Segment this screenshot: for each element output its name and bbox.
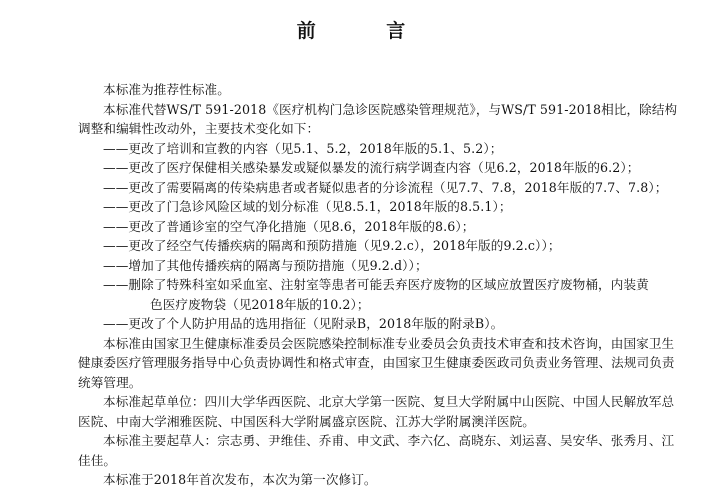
change-item: ——更改了需要隔离的传染病患者或者疑似患者的分诊流程（见7.7、7.8，2018年版的7.7、7.8）； [103, 179, 668, 195]
paragraph-review: 本标准由国家卫生健康标准委员会医院感染控制标准专业委员会负责技术审查和技术咨询，由国家卫生健康委医疗管理服务指导中心负责协调性和格式审查，由国家卫生健康委医政司负责业务管理、法规司负责统筹管理。 [78, 335, 675, 390]
paragraph-replaces: 本标准代替WS/T 591-2018《医疗机构门急诊医院感染管理规范》，与WS/T 591-2018相比，除结构调整和编辑性改动外，主要技术变化如下： [78, 101, 678, 136]
paragraph-standard-type: 本标准为推荐性标准。 [103, 82, 230, 97]
change-item: ——更改了培训和宣教的内容（见5.1、5.2，2018年版的5.1、5.2）； [103, 140, 503, 156]
change-item-line2: 色医疗废物袋（见2018年版的10.2）； [150, 296, 370, 312]
change-item: ——增加了其他传播疾病的隔离与预防措施（见9.2.d））； [103, 257, 428, 273]
change-item: ——更改了门急诊风险区域的划分标准（见8.5.1，2018年版的8.5.1）； [103, 199, 512, 214]
paragraph-drafting-units: 本标准起草单位：四川大学华西医院、北京大学第一医院、复旦大学附属中山医院、中国人民解放军总医院、中南大学湘雅医院、中国医科大学附属盛京医院、江苏大学附属澳洋医院。 [78, 394, 675, 429]
paragraph-revision-history: 本标准于2018年首次发布，本次为第一次修订。 [103, 472, 377, 487]
change-item: ——更改了医疗保健相关感染暴发或疑似暴发的流行病学调查内容（见6.2，2018年版的6.2）； [103, 160, 640, 175]
change-item: ——更改了普通诊室的空气净化措施（见8.6，2018年版的8.6）； [103, 218, 475, 234]
change-item-line1: ——删除了特殊科室如采血室、注射室等患者可能丢弃医疗废物的区域应放置医疗废物桶，内装黄 [103, 277, 649, 292]
change-item: ——更改了个人防护用品的选用指征（见附录B，2018年版的附录B）。 [103, 316, 504, 331]
paragraph-drafters: 本标准主要起草人：宗志勇、尹维佳、乔甫、申文武、李六亿、高晓东、刘运喜、吴安华、张秀月、江佳佳。 [78, 433, 675, 468]
change-item-wrapped [78, 275, 678, 314]
page-title: 前 言 [296, 20, 438, 42]
change-item: ——更改了经空气传播疾病的隔离和预防措施（见9.2.c），2018年版的9.2.c））； [103, 238, 561, 253]
foreword-body [78, 80, 678, 490]
